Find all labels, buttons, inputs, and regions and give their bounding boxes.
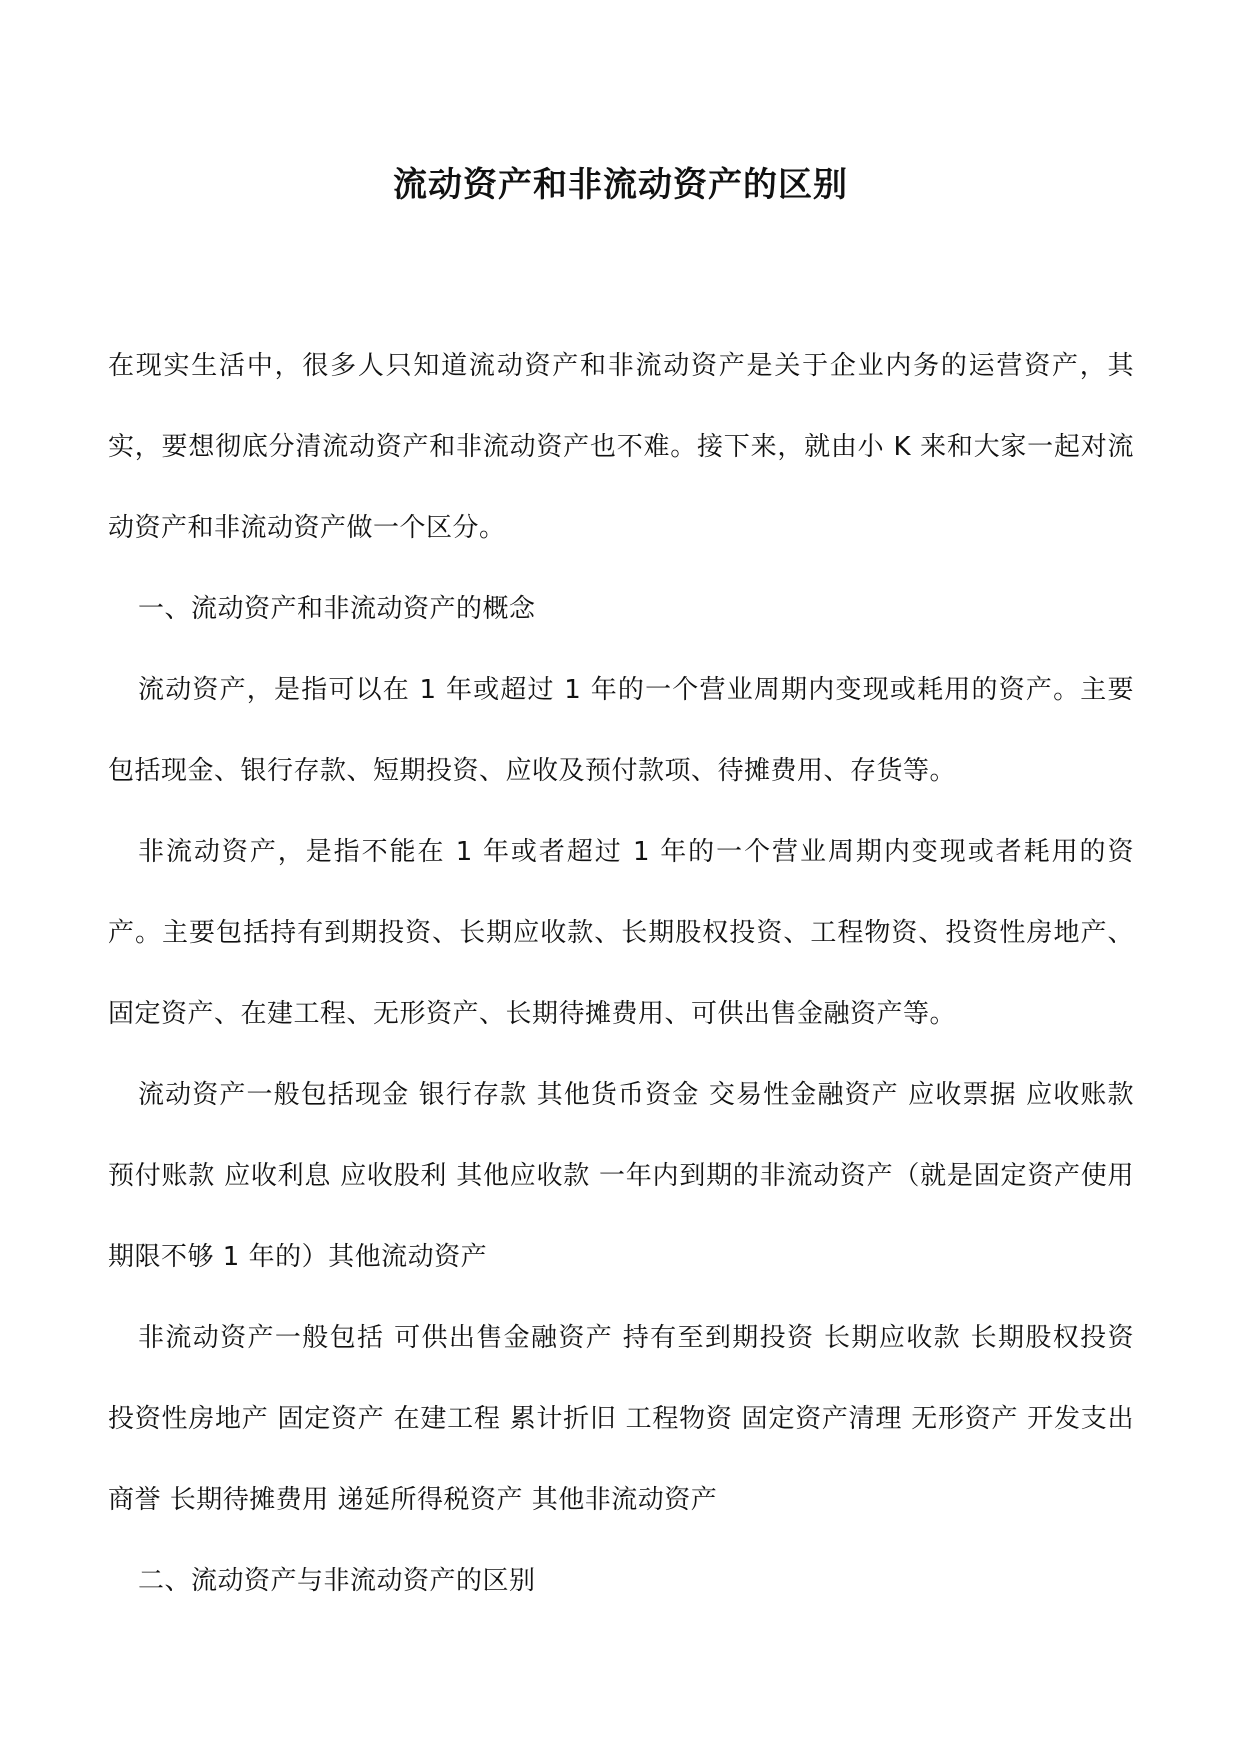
noncurrent-assets-list-paragraph: 非流动资产一般包括 可供出售金融资产 持有至到期投资 长期应收款 长期股权投资 投资性房地产 固定资产 在建工程 累计折旧 工程物资 固定资产清理 无形资产 开发支出 商誉 长期待摊费用 递延所得税资产 其他非流动资产 <box>108 1323 1134 1515</box>
document-body <box>108 326 1134 1622</box>
noncurrent-assets-definition-paragraph: 非流动资产，是指不能在 1 年或者超过 1 年的一个营业周期内变现或者耗用的资产。主要包括持有到期投资、长期应收款、长期股权投资、工程物资、投资性房地产、固定资产、在建工程、无形资产、长期待摊费用、可供出售金融资产等。 <box>108 837 1134 1029</box>
document-title: 流动资产和非流动资产的区别 <box>393 165 848 205</box>
section-heading-concepts: 一、流动资产和非流动资产的概念 <box>138 594 536 624</box>
section-heading-differences: 二、流动资产与非流动资产的区别 <box>138 1566 536 1596</box>
intro-paragraph: 在现实生活中，很多人只知道流动资产和非流动资产是关于企业内务的运营资产，其实，要想彻底分清流动资产和非流动资产也不难。接下来，就由小 K 来和大家一起对流动资产和非流动资产做一个区分。 <box>108 351 1134 543</box>
current-assets-list-paragraph: 流动资产一般包括现金 银行存款 其他货币资金 交易性金融资产 应收票据 应收账款 预付账款 应收利息 应收股利 其他应收款 一年内到期的非流动资产（就是固定资产使用期限不够 1 年的）其他流动资产 <box>108 1080 1134 1272</box>
current-assets-definition-paragraph: 流动资产，是指可以在 1 年或超过 1 年的一个营业周期内变现或耗用的资产。主要包括现金、银行存款、短期投资、应收及预付款项、待摊费用、存货等。 <box>108 675 1134 786</box>
